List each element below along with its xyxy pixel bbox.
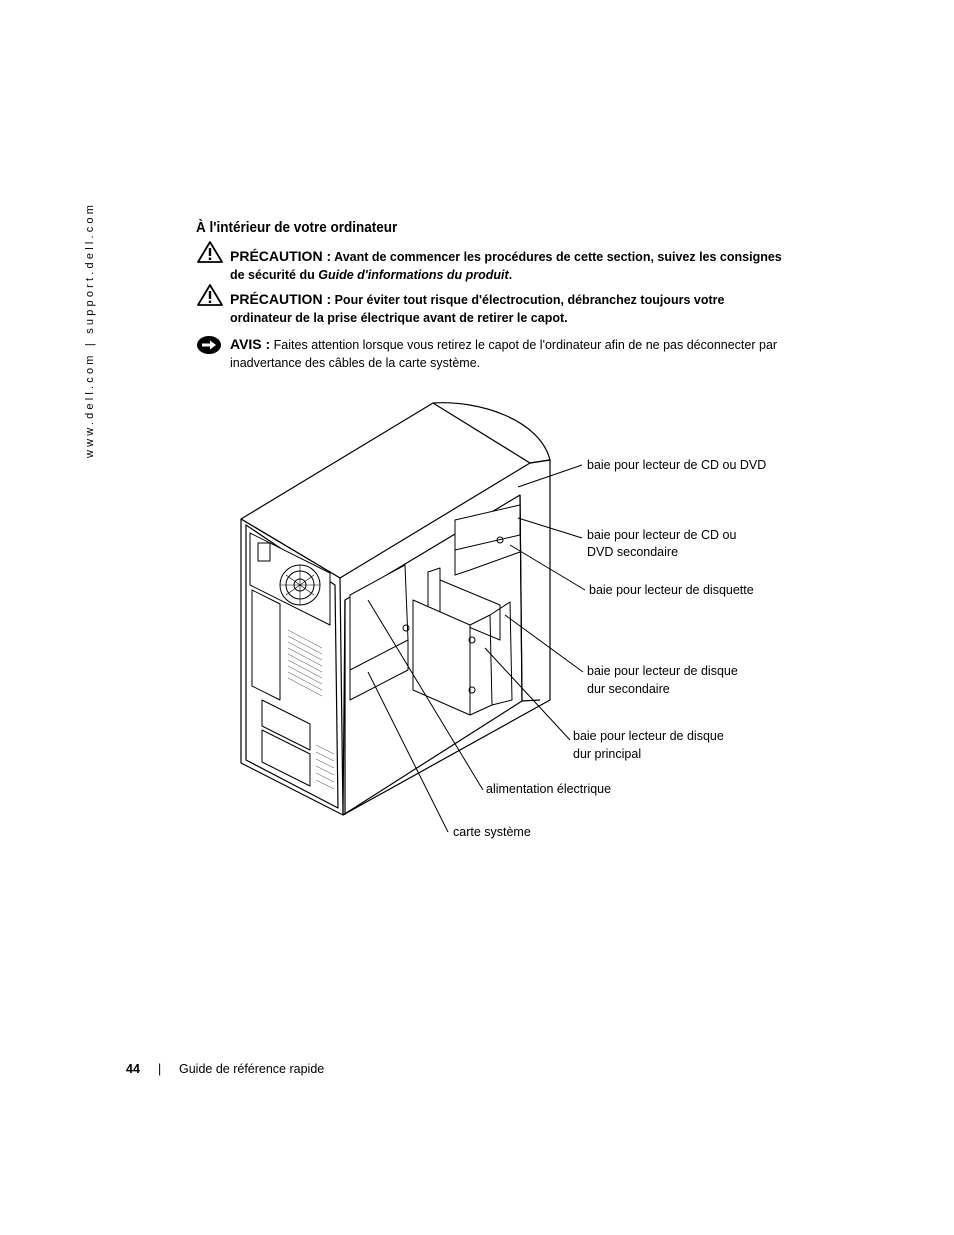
caution-text: Avant de commencer les procédures de cette section, suivez les consignes de sécurité du	[230, 250, 782, 282]
caution-text-end: .	[508, 267, 513, 282]
footer-separator: |	[158, 1062, 162, 1076]
footer-title: Guide de référence rapide	[179, 1062, 325, 1076]
label-system-board: carte système	[453, 825, 531, 839]
caution-keyword: PRÉCAUTION :	[230, 291, 332, 307]
label-hdd-primary-line1: baie pour lecteur de disque	[573, 729, 724, 743]
internal-power-supply	[350, 565, 408, 700]
section-heading: À l'intérieur de votre ordinateur	[196, 219, 398, 236]
caution-text: Pour éviter tout risque d'électrocution, débranchez toujours votre ordinateur de la prise électrique avant de retirer le capot.	[230, 293, 725, 325]
label-cd-dvd-secondary-line1: baie pour lecteur de CD ou	[587, 528, 737, 542]
guide-reference: Guide d'informations du produit	[318, 267, 509, 282]
label-cd-dvd-bay: baie pour lecteur de CD ou DVD	[587, 458, 767, 472]
notice-text: Faites attention lorsque vous retirez le capot de l'ordinateur afin de ne pas déconnecter par inadvertance des câbles de la carte système.	[230, 338, 778, 370]
label-power-supply: alimentation électrique	[486, 782, 612, 796]
hard-drive-cage	[403, 600, 512, 715]
notice-keyword: AVIS :	[230, 336, 271, 352]
label-hdd-primary-line2: dur principal	[573, 747, 642, 761]
page-number: 44	[126, 1062, 140, 1076]
caution-keyword: PRÉCAUTION :	[230, 248, 332, 264]
side-url: www.dell.com | support.dell.com	[84, 201, 96, 458]
label-floppy-bay: baie pour lecteur de disquette	[589, 583, 754, 597]
label-hdd-secondary-line1: baie pour lecteur de disque	[587, 664, 738, 678]
label-cd-dvd-secondary-line2: DVD secondaire	[587, 545, 679, 559]
label-hdd-secondary-line2: dur secondaire	[587, 682, 670, 696]
optical-drive-bays	[455, 505, 520, 575]
